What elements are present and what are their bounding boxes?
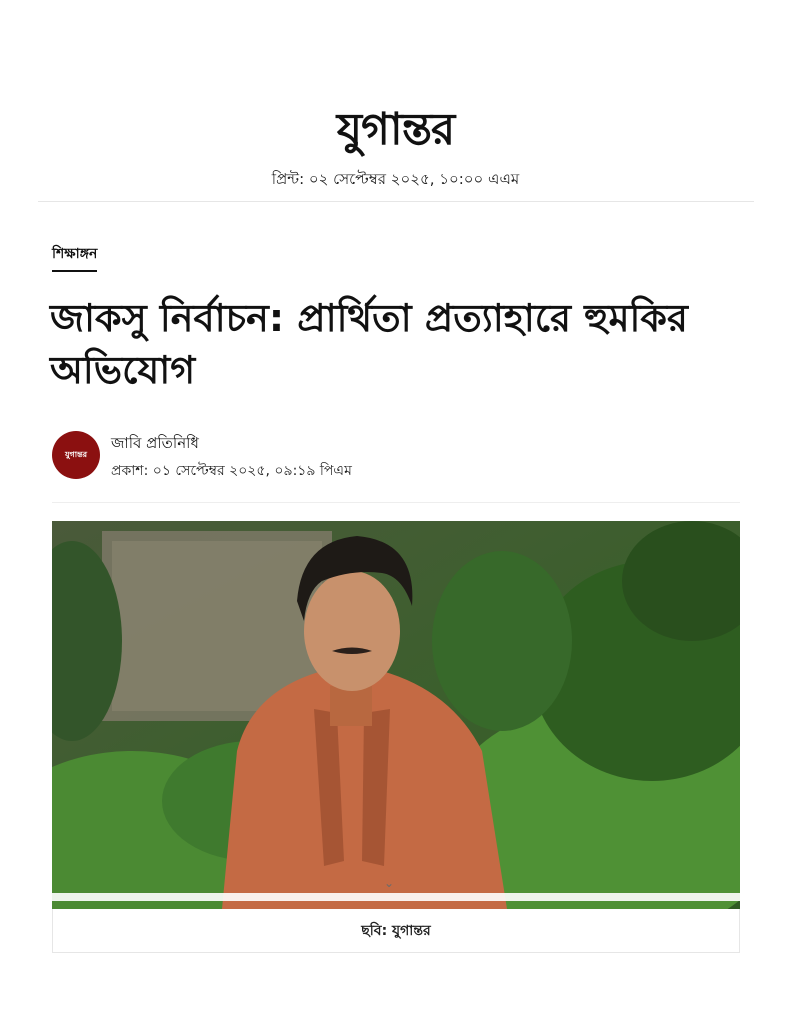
photo-caption: ছবি: যুগান্তর bbox=[52, 909, 740, 953]
article-photo[interactable] bbox=[52, 521, 740, 909]
category-link[interactable]: শিক্ষাঙ্গন bbox=[52, 242, 97, 272]
article-headline: জাকসু নির্বাচন: প্রার্থিতা প্রত্যাহারে হুমকির অভিযোগ bbox=[50, 296, 688, 392]
photo-overlay-strip bbox=[52, 893, 740, 901]
author-name[interactable]: জাবি প্রতিনিধি bbox=[111, 434, 199, 452]
print-date: প্রিন্ট: ০২ সেপ্টেম্বর ২০২৫, ১০:০০ এএম bbox=[271, 170, 520, 188]
masthead bbox=[0, 100, 791, 160]
divider bbox=[38, 201, 754, 202]
avatar[interactable] bbox=[52, 431, 100, 479]
site-logo[interactable]: যুগান্তর bbox=[336, 104, 455, 155]
avatar-logo-text: যুগান্তর bbox=[64, 448, 88, 459]
divider bbox=[52, 502, 740, 503]
chevron-down-icon[interactable]: ⌄ bbox=[384, 876, 395, 890]
publish-date: প্রকাশ: ০১ সেপ্টেম্বর ২০২৫, ০৯:১৯ পিএম bbox=[111, 463, 352, 479]
